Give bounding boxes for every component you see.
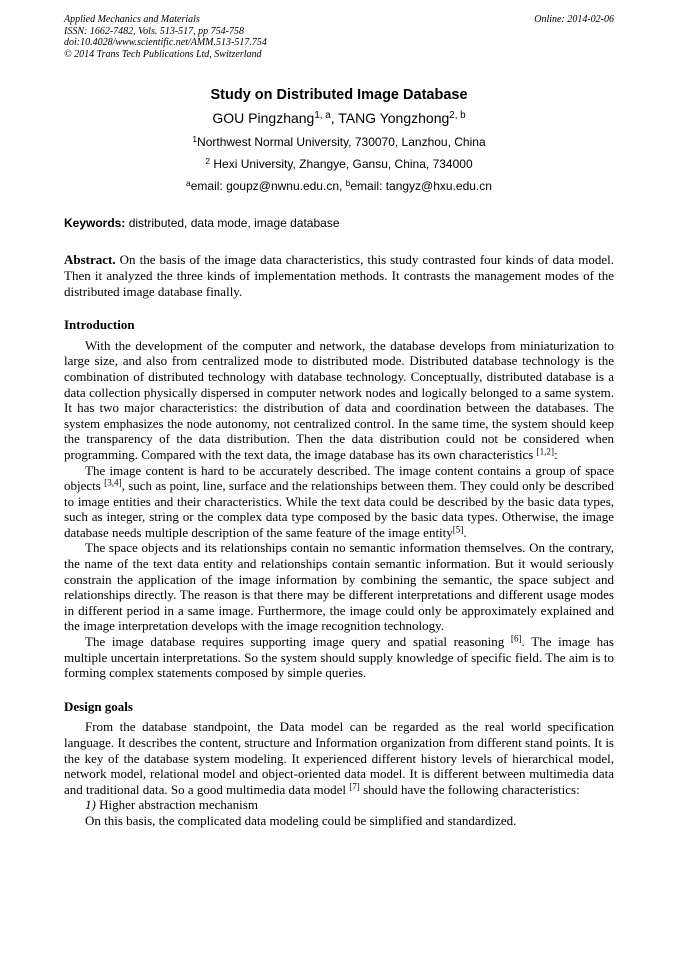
intro-paragraph-3: The space objects and its relationships contain no semantic information themselves. On the contrary, the name of the text data entity and relationships contain semantic information. But it would seriously constrain the application of the image information by combining the semantic, the space subject and relationships directly. The reason is that there may be different interpretations and different usage modes in different period in a same image. Furthermore, the image could only be approximately explained and the image interpretation develops with the image recognition technology. (64, 540, 614, 634)
affiliation-2 (64, 157, 614, 171)
email-superscript: a (186, 178, 191, 189)
keywords-text: distributed, data mode, image database (125, 216, 340, 231)
paper-title: Study on Distributed Image Database (210, 87, 468, 104)
list-item (64, 797, 614, 813)
affiliation-text: Hexi University, Zhangye, Gansu, China, 734000 (210, 157, 473, 172)
abstract-text: On the basis of the image data characteristics, this study contrasted four kinds of data model. Then it analyzed the three kinds of implementation methods. It contrasts the management modes of the distributed image database finally. (64, 252, 614, 299)
journal-doi: doi:10.4028/www.scientific.net/AMM.513-517.754 (64, 37, 267, 49)
abstract-label: Abstract. (64, 252, 116, 268)
email-text: email: goupz@nwnu.edu.cn, (190, 179, 346, 194)
author-name: TANG Yongzhong (338, 110, 450, 127)
email-superscript: b (345, 178, 351, 189)
author-superscript: 2, b (449, 110, 466, 122)
affiliation-text: Northwest Normal University, 730070, Lanzhou, China (197, 135, 486, 150)
journal-info (64, 14, 267, 60)
keywords (64, 216, 614, 230)
citation: [3,4] (104, 477, 122, 488)
email-line (64, 179, 614, 193)
citation: [6] (510, 633, 522, 644)
citation: [5] (452, 524, 464, 535)
online-date: Online: 2014-02-06 (534, 14, 614, 25)
design-paragraph-1: From the database standpoint, the Data model can be regarded as the real world specification language. It describes the content, structure and Information organization from different stand points. It is the key of the database system modeling. It experienced different history levels of hierarchical model, network model, relational model and object-oriented data model. It is different between multimedia data and traditional data. So a good multimedia data model [7] should have the following characteristics: (64, 719, 614, 797)
author-line (64, 110, 614, 127)
design-paragraph-2: On this basis, the complicated data modeling could be simplified and standardized. (85, 812, 517, 828)
journal-name: Applied Mechanics and Materials (64, 14, 200, 25)
author-superscript: 1, a (314, 110, 331, 122)
keywords-label: Keywords: (64, 216, 126, 231)
list-text: Higher abstraction mechanism (95, 797, 258, 813)
intro-paragraph-2: The image content is hard to be accurately described. The image content contains a group of space objects [3,4], such as point, line, surface and the relationships between them. They could only be described to image entities and their characteristics. While the text data could be described by the basic data types, such as integer, string or the complex data type composed by the basic data types. Otherwise, the image database needs multiple description of the same feature of the image entity[5]. (64, 462, 615, 540)
citation: [1,2] (536, 446, 554, 457)
intro-paragraph-4: The image database requires supporting image query and spatial reasoning [6]. The image has multiple uncertain interpretations. So the system should supply knowledge of specific field. The aim is to forming complex statements composed by simple queries. (64, 633, 614, 681)
affiliation-superscript: 2 (205, 156, 211, 167)
affiliation-1 (64, 135, 614, 149)
author-separator: , (330, 110, 339, 127)
email-text: email: tangyz@hxu.edu.cn (350, 179, 492, 194)
abstract (64, 252, 614, 299)
author-name: GOU Pingzhang (212, 110, 315, 127)
journal-header (64, 14, 614, 60)
citation: [7] (349, 781, 360, 792)
section-heading-design-goals: Design goals (64, 698, 133, 714)
affiliation-superscript: 1 (192, 134, 198, 145)
list-number: 1) (85, 797, 96, 813)
intro-paragraph-1: With the development of the computer and network, the database develops from miniaturization to large size, and also from centralized mode to distributed mode. Distributed database technology is the combination of distributed technology with database technology. Conceptually, distributed database is a data collection physically dispersed in computer network nodes and logically belonged to a same system. It has two major characteristics: the distribution of data and coordination between the databases. The system emphasizes the node autonomy, not centralized control. In the same time, the system should keep the transparency of the data distribution. Then the data distribution could not be considered when programming. Compared with the text data, the image database has its own characteristics [1,2]: (64, 337, 614, 462)
section-heading-introduction: Introduction (64, 317, 135, 333)
journal-issn: ISSN: 1662-7482, Vols. 513-517, pp 754-758 (64, 25, 244, 37)
journal-copyright: © 2014 Trans Tech Publications Ltd, Switzerland (64, 48, 262, 60)
